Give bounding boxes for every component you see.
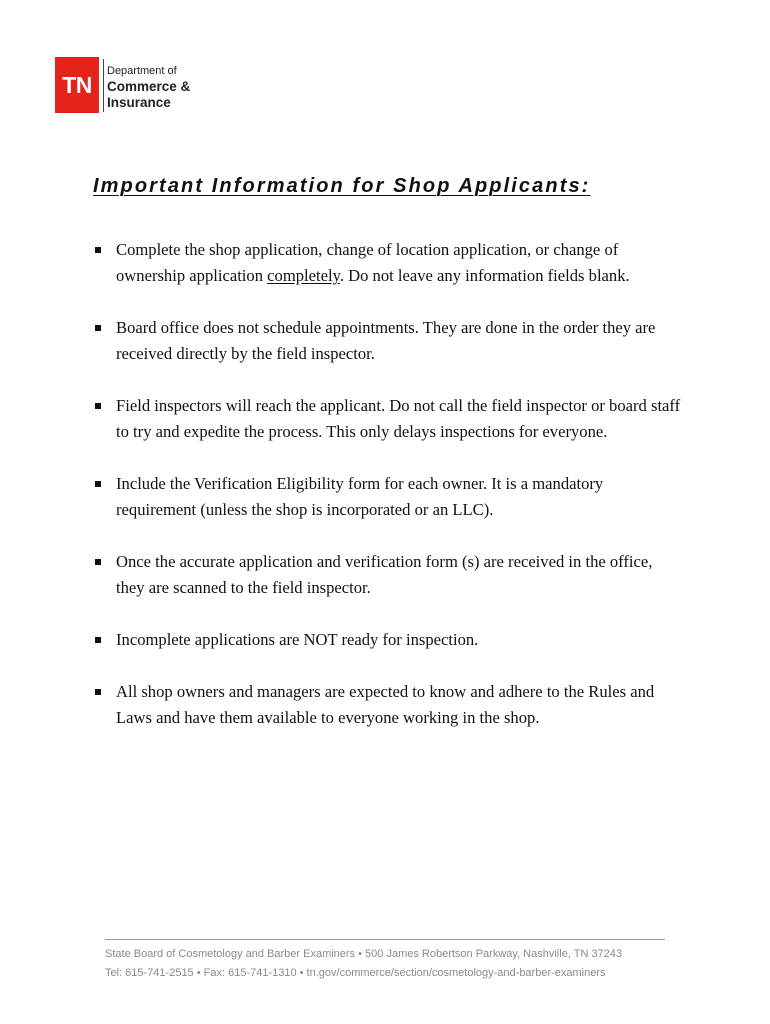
list-item-text: Field inspectors will reach the applicant. Do not call the field inspector or board staff to try and expedite the process. This only delays inspections for everyone. xyxy=(116,396,681,441)
logo-text xyxy=(107,57,190,111)
logo-line-insurance: Insurance xyxy=(107,94,171,110)
page-title: Important Information for Shop Applicants: xyxy=(93,175,591,197)
square-bullet-icon xyxy=(95,637,101,643)
list-item-text: All shop owners and managers are expected to know and adhere to the Rules and Laws and have them available to everyone working in the shop. xyxy=(116,682,655,727)
list-item-text: Once the accurate application and verification form (s) are received in the office, they are scanned to the field inspector. xyxy=(116,552,653,597)
footer-contact: Tel: 615-741-2515 • Fax: 615-741-1310 • tn.gov/commerce/section/cosmetology-and-barber-examiners xyxy=(105,967,606,979)
list-item-text-after: . Do not leave any information fields blank. xyxy=(339,266,630,285)
list-item xyxy=(92,627,682,653)
list-item xyxy=(92,393,682,445)
list-item-text: Incomplete applications are NOT ready for inspection. xyxy=(116,630,479,649)
logo-line-commerce: Commerce & xyxy=(107,79,191,94)
list-item xyxy=(92,237,682,289)
logo-line-department: Department of xyxy=(107,65,177,77)
square-bullet-icon xyxy=(95,325,101,331)
square-bullet-icon xyxy=(95,689,101,695)
department-logo xyxy=(55,57,190,113)
list-item xyxy=(92,549,682,601)
information-list xyxy=(92,237,682,757)
footer xyxy=(105,945,705,983)
square-bullet-icon xyxy=(95,403,101,409)
list-item-text: Include the Verification Eligibility form for each owner. It is a mandatory requirement (unless the shop is incorporated or an LLC). xyxy=(116,474,604,519)
list-item xyxy=(92,471,682,523)
footer-address: State Board of Cosmetology and Barber Examiners • 500 James Robertson Parkway, Nashville, TN 37243 xyxy=(105,948,623,960)
list-item xyxy=(92,315,682,367)
square-bullet-icon xyxy=(95,559,101,565)
logo-divider xyxy=(103,59,104,112)
list-item-emphasis: completely xyxy=(267,266,340,285)
footer-divider xyxy=(105,939,665,940)
list-item-text-before: Complete the shop application, change of location application, or change of ownership application xyxy=(116,240,619,285)
square-bullet-icon xyxy=(95,247,101,253)
list-item-text: Board office does not schedule appointments. They are done in the order they are received directly by the field inspector. xyxy=(116,318,656,363)
tn-logo-mark: TN xyxy=(55,57,99,113)
list-item xyxy=(92,679,682,731)
square-bullet-icon xyxy=(95,481,101,487)
